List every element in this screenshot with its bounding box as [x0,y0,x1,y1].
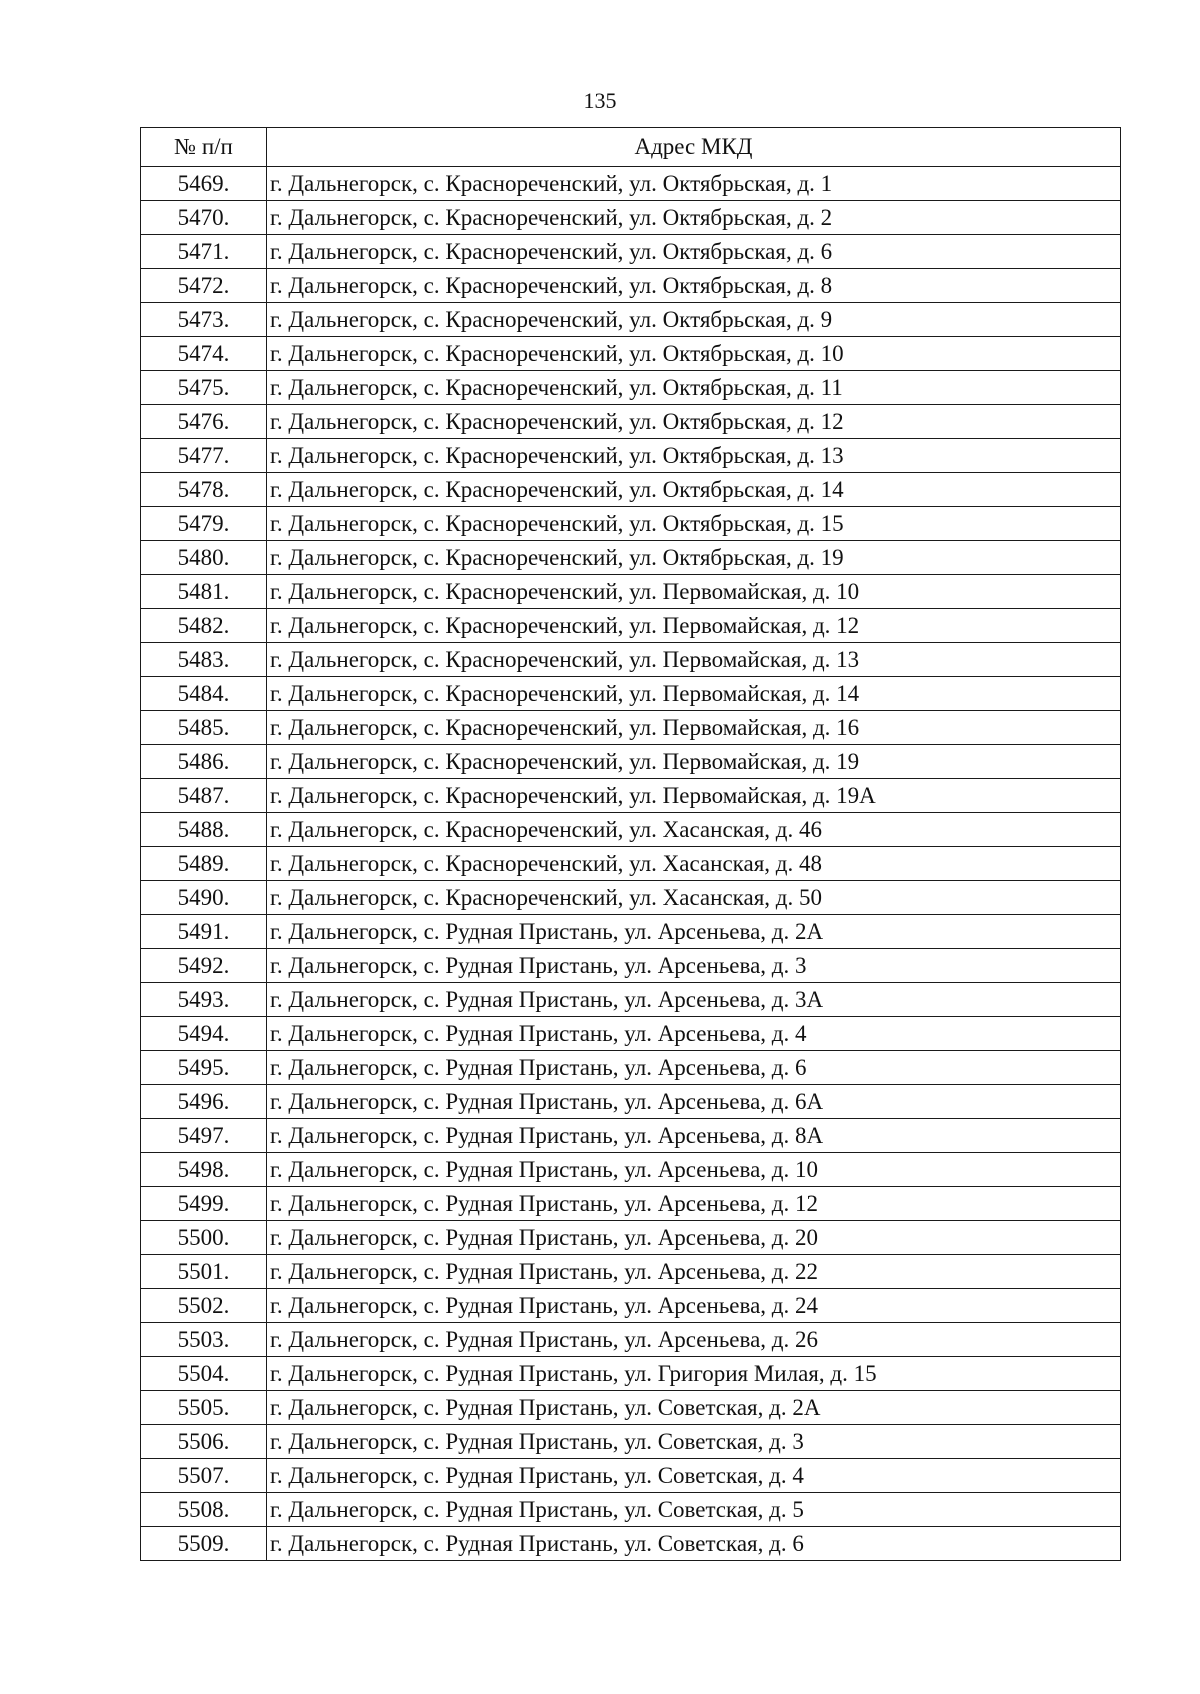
row-address: г. Дальнегорск, с. Краснореченский, ул. Первомайская, д. 10 [267,575,1121,609]
header-row [141,128,1121,167]
row-address: г. Дальнегорск, с. Рудная Пристань, ул. Григория Милая, д. 15 [267,1357,1121,1391]
table-row [141,609,1121,643]
table-row [141,507,1121,541]
row-number: 5485. [141,711,267,745]
row-address: г. Дальнегорск, с. Краснореченский, ул. Первомайская, д. 13 [267,643,1121,677]
row-number: 5490. [141,881,267,915]
table-row [141,1391,1121,1425]
row-address: г. Дальнегорск, с. Рудная Пристань, ул. Арсеньева, д. 12 [267,1187,1121,1221]
row-number: 5501. [141,1255,267,1289]
row-number: 5483. [141,643,267,677]
row-number: 5491. [141,915,267,949]
row-address: г. Дальнегорск, с. Рудная Пристань, ул. Советская, д. 3 [267,1425,1121,1459]
row-address: г. Дальнегорск, с. Краснореченский, ул. Хасанская, д. 48 [267,847,1121,881]
row-address: г. Дальнегорск, с. Краснореченский, ул. Хасанская, д. 46 [267,813,1121,847]
table-row [141,235,1121,269]
row-address: г. Дальнегорск, с. Рудная Пристань, ул. Советская, д. 2А [267,1391,1121,1425]
row-number: 5474. [141,337,267,371]
row-address: г. Дальнегорск, с. Рудная Пристань, ул. Арсеньева, д. 24 [267,1289,1121,1323]
table-row [141,541,1121,575]
row-address: г. Дальнегорск, с. Рудная Пристань, ул. Советская, д. 4 [267,1459,1121,1493]
table-row [141,983,1121,1017]
row-number: 5487. [141,779,267,813]
table-header [141,128,1121,167]
row-address: г. Дальнегорск, с. Краснореченский, ул. Хасанская, д. 50 [267,881,1121,915]
row-address: г. Дальнегорск, с. Краснореченский, ул. Октябрьская, д. 15 [267,507,1121,541]
table-row [141,1119,1121,1153]
row-address: г. Дальнегорск, с. Краснореченский, ул. Первомайская, д. 12 [267,609,1121,643]
table-row [141,575,1121,609]
row-number: 5497. [141,1119,267,1153]
row-number: 5505. [141,1391,267,1425]
row-address: г. Дальнегорск, с. Краснореченский, ул. Первомайская, д. 19А [267,779,1121,813]
row-address: г. Дальнегорск, с. Краснореченский, ул. Октябрьская, д. 8 [267,269,1121,303]
table-row [141,881,1121,915]
table-row [141,779,1121,813]
row-number: 5499. [141,1187,267,1221]
row-address: г. Дальнегорск, с. Рудная Пристань, ул. Советская, д. 6 [267,1527,1121,1561]
row-number: 5478. [141,473,267,507]
row-address: г. Дальнегорск, с. Рудная Пристань, ул. Арсеньева, д. 6 [267,1051,1121,1085]
row-number: 5507. [141,1459,267,1493]
table-row [141,1221,1121,1255]
row-number: 5489. [141,847,267,881]
row-number: 5504. [141,1357,267,1391]
table-row [141,439,1121,473]
row-address: г. Дальнегорск, с. Краснореченский, ул. Первомайская, д. 19 [267,745,1121,779]
table-row [141,847,1121,881]
row-number: 5486. [141,745,267,779]
table-row [141,813,1121,847]
table-row [141,167,1121,201]
row-number: 5495. [141,1051,267,1085]
header-address: Адрес МКД [267,128,1121,167]
row-number: 5471. [141,235,267,269]
table-row [141,1051,1121,1085]
table-row [141,269,1121,303]
row-number: 5469. [141,167,267,201]
table-row [141,371,1121,405]
row-number: 5506. [141,1425,267,1459]
header-num: № п/п [141,128,267,167]
row-number: 5482. [141,609,267,643]
table-row [141,405,1121,439]
row-number: 5476. [141,405,267,439]
table-row [141,1425,1121,1459]
row-number: 5479. [141,507,267,541]
row-number: 5503. [141,1323,267,1357]
row-number: 5496. [141,1085,267,1119]
row-address: г. Дальнегорск, с. Краснореченский, ул. Октябрьская, д. 19 [267,541,1121,575]
table-row [141,745,1121,779]
table-row [141,1323,1121,1357]
table-row [141,1527,1121,1561]
table-row [141,915,1121,949]
row-number: 5494. [141,1017,267,1051]
table-row [141,1493,1121,1527]
row-number: 5508. [141,1493,267,1527]
row-address: г. Дальнегорск, с. Рудная Пристань, ул. Арсеньева, д. 3А [267,983,1121,1017]
row-number: 5500. [141,1221,267,1255]
row-address: г. Дальнегорск, с. Краснореченский, ул. Октябрьская, д. 6 [267,235,1121,269]
table-row [141,1289,1121,1323]
row-number: 5470. [141,201,267,235]
row-number: 5509. [141,1527,267,1561]
row-number: 5502. [141,1289,267,1323]
table-row [141,1153,1121,1187]
row-address: г. Дальнегорск, с. Рудная Пристань, ул. Арсеньева, д. 10 [267,1153,1121,1187]
row-address: г. Дальнегорск, с. Рудная Пристань, ул. Арсеньева, д. 6А [267,1085,1121,1119]
table-row [141,949,1121,983]
row-number: 5475. [141,371,267,405]
row-number: 5473. [141,303,267,337]
row-address: г. Дальнегорск, с. Краснореченский, ул. Октябрьская, д. 9 [267,303,1121,337]
row-address: г. Дальнегорск, с. Краснореченский, ул. Октябрьская, д. 14 [267,473,1121,507]
address-table [140,127,1121,1561]
table-row [141,1357,1121,1391]
row-number: 5484. [141,677,267,711]
row-address: г. Дальнегорск, с. Краснореченский, ул. Октябрьская, д. 10 [267,337,1121,371]
row-address: г. Дальнегорск, с. Краснореченский, ул. Октябрьская, д. 1 [267,167,1121,201]
table-row [141,711,1121,745]
row-address: г. Дальнегорск, с. Рудная Пристань, ул. Советская, д. 5 [267,1493,1121,1527]
row-number: 5472. [141,269,267,303]
row-number: 5493. [141,983,267,1017]
page-number: 135 [583,88,617,113]
table-row [141,1017,1121,1051]
row-address: г. Дальнегорск, с. Краснореченский, ул. Октябрьская, д. 13 [267,439,1121,473]
table-body [141,167,1121,1561]
row-address: г. Дальнегорск, с. Краснореченский, ул. Первомайская, д. 14 [267,677,1121,711]
table-row [141,677,1121,711]
row-address: г. Дальнегорск, с. Рудная Пристань, ул. Арсеньева, д. 26 [267,1323,1121,1357]
row-address: г. Дальнегорск, с. Рудная Пристань, ул. Арсеньева, д. 8А [267,1119,1121,1153]
row-address: г. Дальнегорск, с. Рудная Пристань, ул. Арсеньева, д. 2А [267,915,1121,949]
table-row [141,1085,1121,1119]
row-address: г. Дальнегорск, с. Краснореченский, ул. Октябрьская, д. 2 [267,201,1121,235]
table-row [141,201,1121,235]
row-number: 5488. [141,813,267,847]
row-address: г. Дальнегорск, с. Краснореченский, ул. Первомайская, д. 16 [267,711,1121,745]
row-number: 5480. [141,541,267,575]
row-address: г. Дальнегорск, с. Рудная Пристань, ул. Арсеньева, д. 20 [267,1221,1121,1255]
row-address: г. Дальнегорск, с. Рудная Пристань, ул. Арсеньева, д. 3 [267,949,1121,983]
row-number: 5477. [141,439,267,473]
table-row [141,1255,1121,1289]
row-address: г. Дальнегорск, с. Рудная Пристань, ул. Арсеньева, д. 22 [267,1255,1121,1289]
table-row [141,473,1121,507]
row-number: 5492. [141,949,267,983]
row-number: 5481. [141,575,267,609]
table-row [141,303,1121,337]
table-row [141,337,1121,371]
table-row [141,1459,1121,1493]
row-address: г. Дальнегорск, с. Рудная Пристань, ул. Арсеньева, д. 4 [267,1017,1121,1051]
row-address: г. Дальнегорск, с. Краснореченский, ул. Октябрьская, д. 12 [267,405,1121,439]
table-row [141,1187,1121,1221]
row-address: г. Дальнегорск, с. Краснореченский, ул. Октябрьская, д. 11 [267,371,1121,405]
table-row [141,643,1121,677]
row-number: 5498. [141,1153,267,1187]
